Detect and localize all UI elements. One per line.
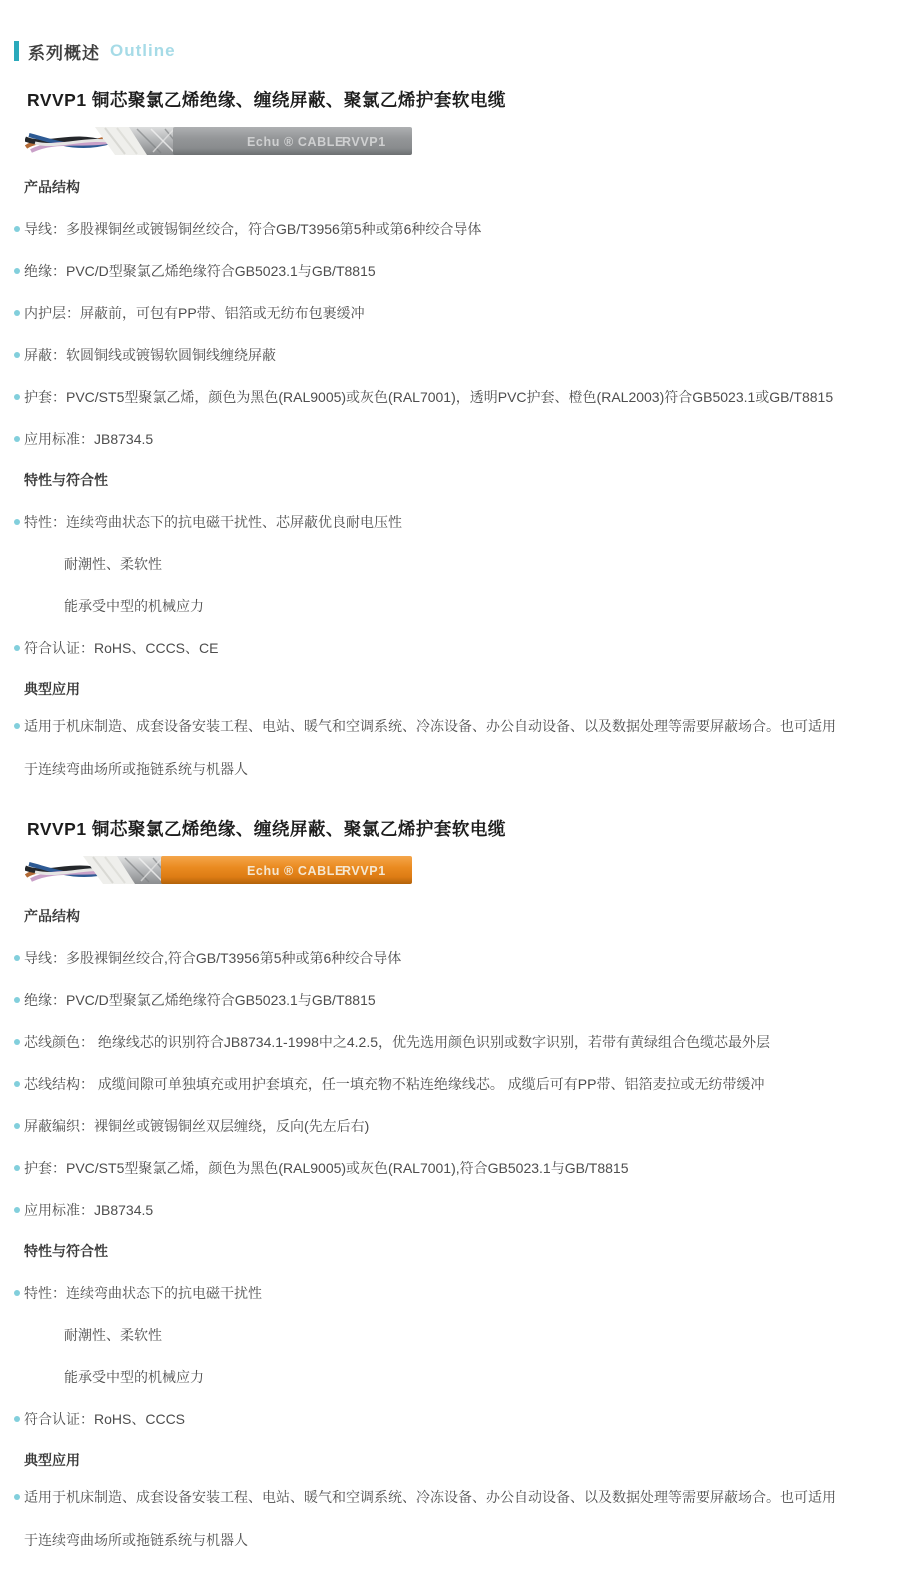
- bullet-dot-icon: [14, 997, 20, 1003]
- applications-list: [0, 705, 900, 791]
- bullet-dot-icon: [14, 310, 20, 316]
- spec-item-text: 导线：多股裸铜丝绞合,符合GB/T3956第5种或第6种绞合导体: [24, 950, 402, 966]
- spec-item-text: 绝缘：PVC/D型聚氯乙烯绝缘符合GB5023.1与GB/T8815: [24, 992, 376, 1008]
- structure-heading: 产品结构: [24, 908, 80, 924]
- product-title: RVVP1 铜芯聚氯乙烯绝缘、缠绕屏蔽、聚氯乙烯护套软电缆: [27, 819, 506, 839]
- spec-item: [0, 1201, 878, 1220]
- cable-model-label: RVVP1: [342, 864, 386, 878]
- cable-brand-label: Echu ® CABLE: [247, 135, 344, 149]
- application-item-text: 适用于机床制造、成套设备安装工程、电站、暖气和空调系统、冷冻设备、办公自动设备、以及数据处理等需要屏蔽场合。也可适用于连续弯曲场所或拖链系统与机器人: [24, 1489, 836, 1548]
- spec-item: [0, 1075, 878, 1094]
- spec-item-text: 内护层：屏蔽前，可包有PP带、铝箔或无纺布包裹缓冲: [24, 305, 365, 321]
- spec-item: [0, 262, 878, 281]
- feature-item: [0, 639, 878, 658]
- applications-list: [0, 1476, 900, 1562]
- bullet-dot-icon: [14, 352, 20, 358]
- bullet-dot-icon: [14, 1165, 20, 1171]
- features-heading: 特性与符合性: [24, 1243, 108, 1259]
- spec-item-text: 绝缘：PVC/D型聚氯乙烯绝缘符合GB5023.1与GB/T8815: [24, 263, 376, 279]
- cable-illustration: [25, 855, 412, 885]
- section-title: 系列概述: [28, 43, 100, 63]
- spec-item: [0, 1033, 878, 1052]
- spec-item: [0, 388, 878, 407]
- section-title-en: Outline: [110, 41, 176, 60]
- feature-item-text: 特性：连续弯曲状态下的抗电磁干扰性: [24, 1285, 262, 1301]
- feature-item: [0, 555, 878, 574]
- structure-list: [0, 949, 900, 1220]
- feature-item-text: 特性：连续弯曲状态下的抗电磁干扰性、芯屏蔽优良耐电压性: [24, 514, 402, 530]
- application-item: [0, 705, 860, 791]
- spec-item-text: 护套：PVC/ST5型聚氯乙烯，颜色为黑色(RAL9005)或灰色(RAL7001),符合GB5023.1与GB/T8815: [24, 1160, 629, 1176]
- feature-item: [0, 1410, 878, 1429]
- applications-heading: 典型应用: [24, 1452, 80, 1468]
- bullet-dot-icon: [14, 1416, 20, 1422]
- spec-item-text: 护套：PVC/ST5型聚氯乙烯，颜色为黑色(RAL9005)或灰色(RAL7001)，透明PVC护套、橙色(RAL2003)符合GB5023.1或GB/T8815: [24, 389, 834, 405]
- spec-item: [0, 1117, 878, 1136]
- structure-heading: 产品结构: [24, 179, 80, 195]
- spec-item-text: 应用标准：JB8734.5: [24, 431, 154, 447]
- cable-product-image: [25, 126, 412, 156]
- feature-item-text: 能承受中型的机械应力: [64, 598, 204, 614]
- spec-item: [0, 346, 878, 365]
- cable-model-label: RVVP1: [342, 135, 386, 149]
- feature-item: [0, 513, 878, 532]
- feature-item-text: 能承受中型的机械应力: [64, 1369, 204, 1385]
- feature-item: [0, 597, 878, 616]
- spec-item-text: 屏蔽编织：裸铜丝或镀锡铜丝双层缠绕，反向(先左后右): [24, 1118, 370, 1134]
- bullet-dot-icon: [14, 645, 20, 651]
- spec-item-text: 芯线结构： 成缆间隙可单独填充或用护套填充，任一填充物不粘连绝缘线芯。 成缆后可有PP带、铝箔麦拉或无纺带缓冲: [24, 1076, 765, 1092]
- cable-jacket: [161, 856, 412, 884]
- cable-product-image: [25, 855, 412, 885]
- feature-item-text: 耐潮性、柔软性: [64, 556, 162, 572]
- bullet-dot-icon: [14, 436, 20, 442]
- spec-item: [0, 991, 878, 1010]
- spec-item: [0, 220, 878, 239]
- bullet-dot-icon: [14, 1207, 20, 1213]
- feature-item-text: 符合认证：RoHS、CCCS、CE: [24, 640, 219, 656]
- bullet-dot-icon: [14, 226, 20, 232]
- bullet-dot-icon: [14, 1123, 20, 1129]
- bullet-dot-icon: [14, 268, 20, 274]
- spec-item: [0, 1159, 878, 1178]
- applications-heading: 典型应用: [24, 681, 80, 697]
- section-accent-bar: [14, 41, 19, 61]
- spec-item: [0, 304, 878, 323]
- bullet-dot-icon: [14, 1081, 20, 1087]
- features-heading: 特性与符合性: [24, 472, 108, 488]
- spec-item-text: 应用标准：JB8734.5: [24, 1202, 154, 1218]
- bullet-dot-icon: [14, 1290, 20, 1296]
- spec-item-text: 导线：多股裸铜丝或镀锡铜丝绞合，符合GB/T3956第5种或第6种绞合导体: [24, 221, 482, 237]
- spec-item: [0, 430, 878, 449]
- bullet-dot-icon: [14, 519, 20, 525]
- cable-brand-label: Echu ® CABLE: [247, 864, 344, 878]
- feature-item-text: 符合认证：RoHS、CCCS: [24, 1411, 186, 1427]
- features-list: [0, 1284, 900, 1429]
- feature-item-text: 耐潮性、柔软性: [64, 1327, 162, 1343]
- page-header: [14, 40, 900, 62]
- product-section: [0, 817, 900, 1562]
- feature-item: [0, 1326, 878, 1345]
- features-list: [0, 513, 900, 658]
- spec-item-text: 芯线颜色： 绝缘线芯的识别符合JB8734.1-1998中之4.2.5，优先选用颜色识别或数字识别，若带有黄绿组合色缆芯最外层: [24, 1034, 770, 1050]
- bullet-dot-icon: [14, 955, 20, 961]
- product-title: RVVP1 铜芯聚氯乙烯绝缘、缠绕屏蔽、聚氯乙烯护套软电缆: [27, 90, 506, 110]
- bullet-dot-icon: [14, 1039, 20, 1045]
- feature-item: [0, 1368, 878, 1387]
- application-item-text: 适用于机床制造、成套设备安装工程、电站、暖气和空调系统、冷冻设备、办公自动设备、以及数据处理等需要屏蔽场合。也可适用于连续弯曲场所或拖链系统与机器人: [24, 718, 836, 777]
- spec-item-text: 屏蔽：软圆铜线或镀锡软圆铜线缠绕屏蔽: [24, 347, 276, 363]
- cable-illustration: [25, 126, 412, 156]
- feature-item: [0, 1284, 878, 1303]
- bullet-dot-icon: [14, 394, 20, 400]
- bullet-dot-icon: [14, 1494, 20, 1500]
- cable-jacket: [173, 127, 412, 155]
- bullet-dot-icon: [14, 723, 20, 729]
- structure-list: [0, 220, 900, 449]
- spec-item: [0, 949, 878, 968]
- product-section: [0, 88, 900, 791]
- application-item: [0, 1476, 860, 1562]
